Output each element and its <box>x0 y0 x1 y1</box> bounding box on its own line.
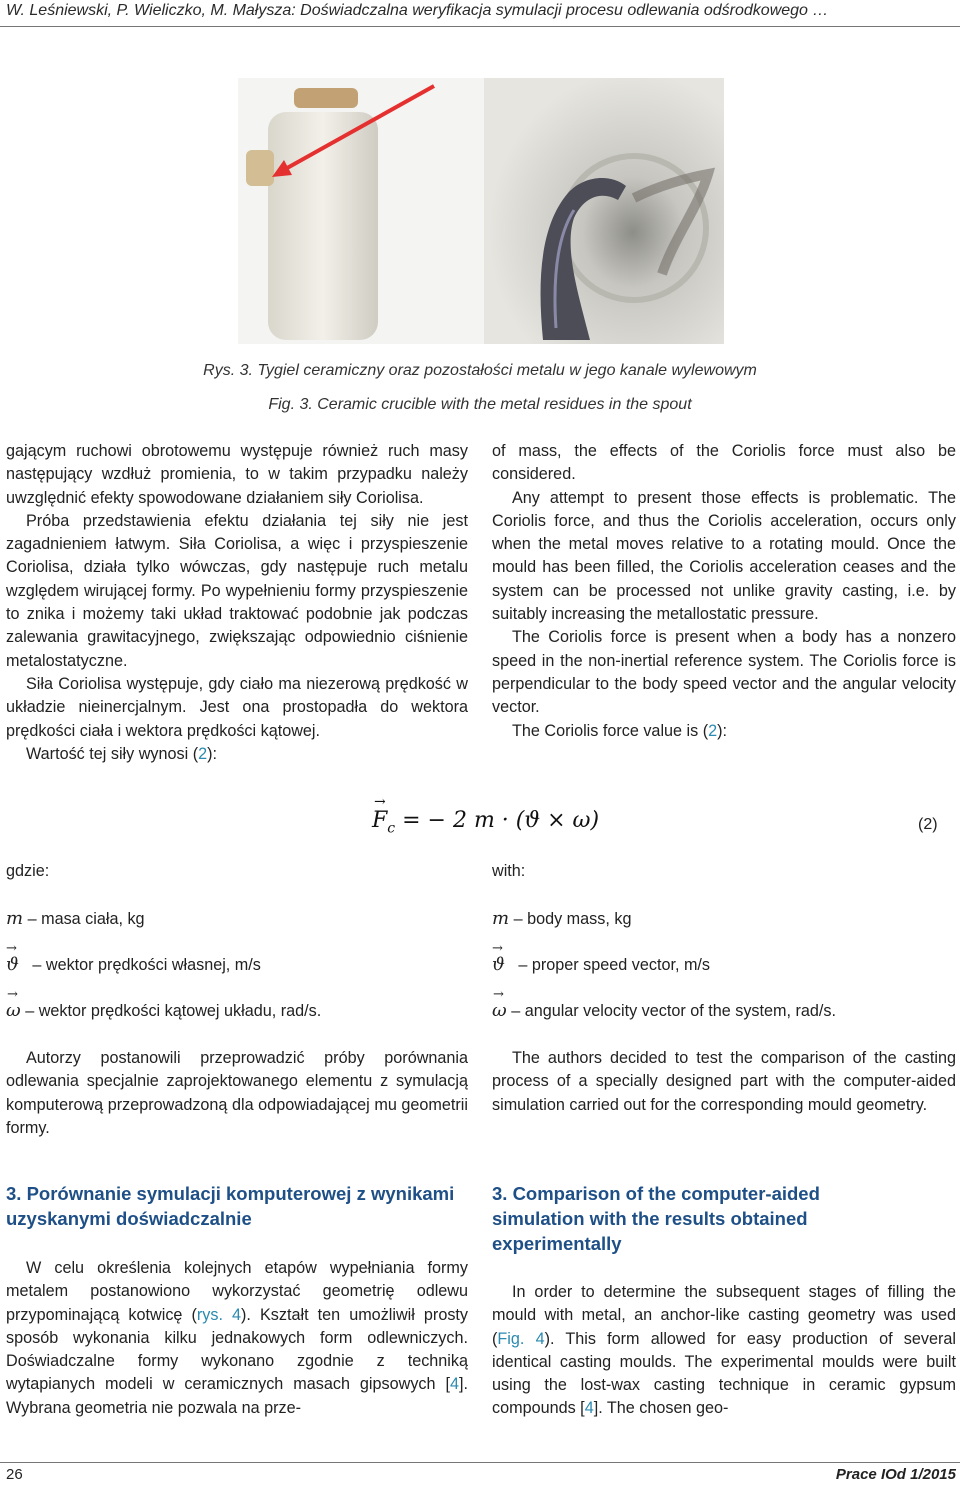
symbol-omega: → ω <box>6 987 21 1021</box>
paragraph: Any attempt to present those effects is problematic. The Coriolis force, and thus the Coriolis acceleration, occurs only when the metal moves relative to a rotating mould. Once the mould has been filled, the Coriolis acceleration ceases and the system can be processed not unlike gravity casting, i.e. by suitably increasing the metallostatic pressure. <box>492 488 956 624</box>
header-rule <box>0 26 960 27</box>
definition-row: → ϑ – wektor prędkości własnej, m/s <box>6 941 261 975</box>
value-line: The Coriolis force value is (2): <box>512 721 728 740</box>
running-title: W. Leśniewski, P. Wieliczko, M. Małysza: Doświadczalna weryfikacja symulacji procesu odlewania odśrodkowego … <box>6 2 829 19</box>
symbol-theta: → ϑ <box>6 941 19 975</box>
figure-caption-en: Fig. 3. Ceramic crucible with the metal residues in the spout <box>268 396 692 413</box>
paragraph: Próba przedstawienia efektu działania tej siły nie jest zagadnieniem łatwym. Siła Coriolisa, a więc i przyspieszenie Coriolisa, działa tylko wówczas, gdy następuje ruch metalu względem wirującej formy. Po wypełnieniu formy przyspieszenie to znika i możemy taki układ traktować podobnie jak podczas zalewania grawitacyjnego, zwiększając odpowiednio ciśnienie metalostatyczne. <box>6 511 468 670</box>
where-label-en: with: <box>492 862 526 880</box>
crucible-spout <box>246 150 274 186</box>
left-column-text <box>6 440 468 766</box>
section-heading-pl: 3. Porównanie symulacji komputerowej z wynikami uzyskanymi doświadczalnie <box>6 1183 455 1229</box>
equation-ref[interactable]: 2 <box>708 721 718 740</box>
footer-rule <box>0 1462 960 1463</box>
value-line: Wartość tej siły wynosi (2): <box>26 744 218 763</box>
conclusion-pl: Autorzy postanowili przeprowadzić próby porównania odlewania specjalnie zaprojektowanego elementu z symulacją komputerową przeprowadzoną dla odpowiadającej mu geometrii formy. <box>6 1049 468 1137</box>
figure-ref[interactable]: rys. 4 <box>196 1305 242 1324</box>
crucible-cap <box>294 88 358 108</box>
right-column-text <box>492 440 956 743</box>
equation-ref[interactable]: 2 <box>198 744 208 763</box>
symbol-omega: → ω <box>492 987 507 1021</box>
page-number: 26 <box>6 1466 23 1483</box>
definition-row: → ϑ – proper speed vector, m/s <box>492 941 711 975</box>
paragraph: of mass, the effects of the Coriolis force must also be considered. <box>492 442 956 484</box>
where-label-pl: gdzie: <box>6 862 50 880</box>
paragraph: The Coriolis force is present when a body has a nonzero speed in the non-inertial reference system. The Coriolis force is perpendicular to the body speed vector and the angular velocity vector. <box>492 628 956 717</box>
journal-name: Prace IOd 1/2015 <box>835 1466 956 1483</box>
symbol-m: m <box>492 908 510 929</box>
figure-ref[interactable]: Fig. 4 <box>497 1329 545 1348</box>
crucible-figure <box>238 78 724 344</box>
paragraph: gającym ruchowi obrotowemu występuje również ruch masy następujący wzdłuż promienia, to w takim przypadku należy uwzględnić efekty spowodowane działaniem siły Coriolisa. <box>6 442 468 507</box>
coriolis-equation <box>372 794 600 837</box>
symbol-theta: → ϑ <box>492 941 505 975</box>
definition-row: → ω – angular velocity vector of the system, rad/s. <box>492 987 836 1021</box>
equation-rhs: = − 2 m · (ϑ × ω) <box>402 808 600 833</box>
conclusion-en: The authors decided to test the comparison of the casting process of a specially designed part with the computer-aided simulation carried out for the corresponding mould geometry. <box>492 1049 956 1114</box>
figure-caption-pl: Rys. 3. Tygiel ceramiczny oraz pozostałości metalu w jego kanale wylewowym <box>203 362 757 379</box>
section-body-pl: W celu określenia kolejnych etapów wypełniania formy metalem postanowiono wykorzystać geometrię odlewu przypominającą kotwicę (rys. 4). Kształt ten umożliwił prosty sposób wykonania kilku jednakowych form odlewniczych. Doświadczalne formy wykonano zgodnie z techniką wytapianych modeli w ceramicznych masach gipsowych [4]. Wybrana geometria nie pozwala na prze- <box>6 1259 469 1417</box>
citation-ref[interactable]: 4 <box>584 1399 594 1418</box>
section-heading-en: 3. Comparison of the computer-aided simulation with the results obtained experimentally <box>492 1183 820 1254</box>
equation-number: (2) <box>918 816 938 833</box>
section-body-en: In order to determine the subsequent stages of filling the mould with metal, an anchor-like casting geometry was used (Fig. 4). This form allowed for easy production of several identical casting moulds. The experimental moulds were built using the lost-wax casting technique in ceramic gypsum compounds [4]. The chosen geo- <box>492 1283 956 1418</box>
running-header <box>0 0 960 26</box>
definition-row: m – masa ciała, kg <box>6 908 145 929</box>
citation-ref[interactable]: 4 <box>449 1375 459 1394</box>
force-symbol: → $F_c$ <box>372 794 396 837</box>
definition-row: → ω – wektor prędkości kątowej układu, rad/s. <box>6 987 322 1021</box>
paragraph: Siła Coriolisa występuje, gdy ciało ma niezerową prędkość w układzie nieinercjalnym. Jest ona prostopadła do wektora prędkości ciała i wektora prędkości kątowej. <box>6 674 468 740</box>
symbol-m: m <box>6 908 24 929</box>
definition-row: m – body mass, kg <box>492 908 632 929</box>
